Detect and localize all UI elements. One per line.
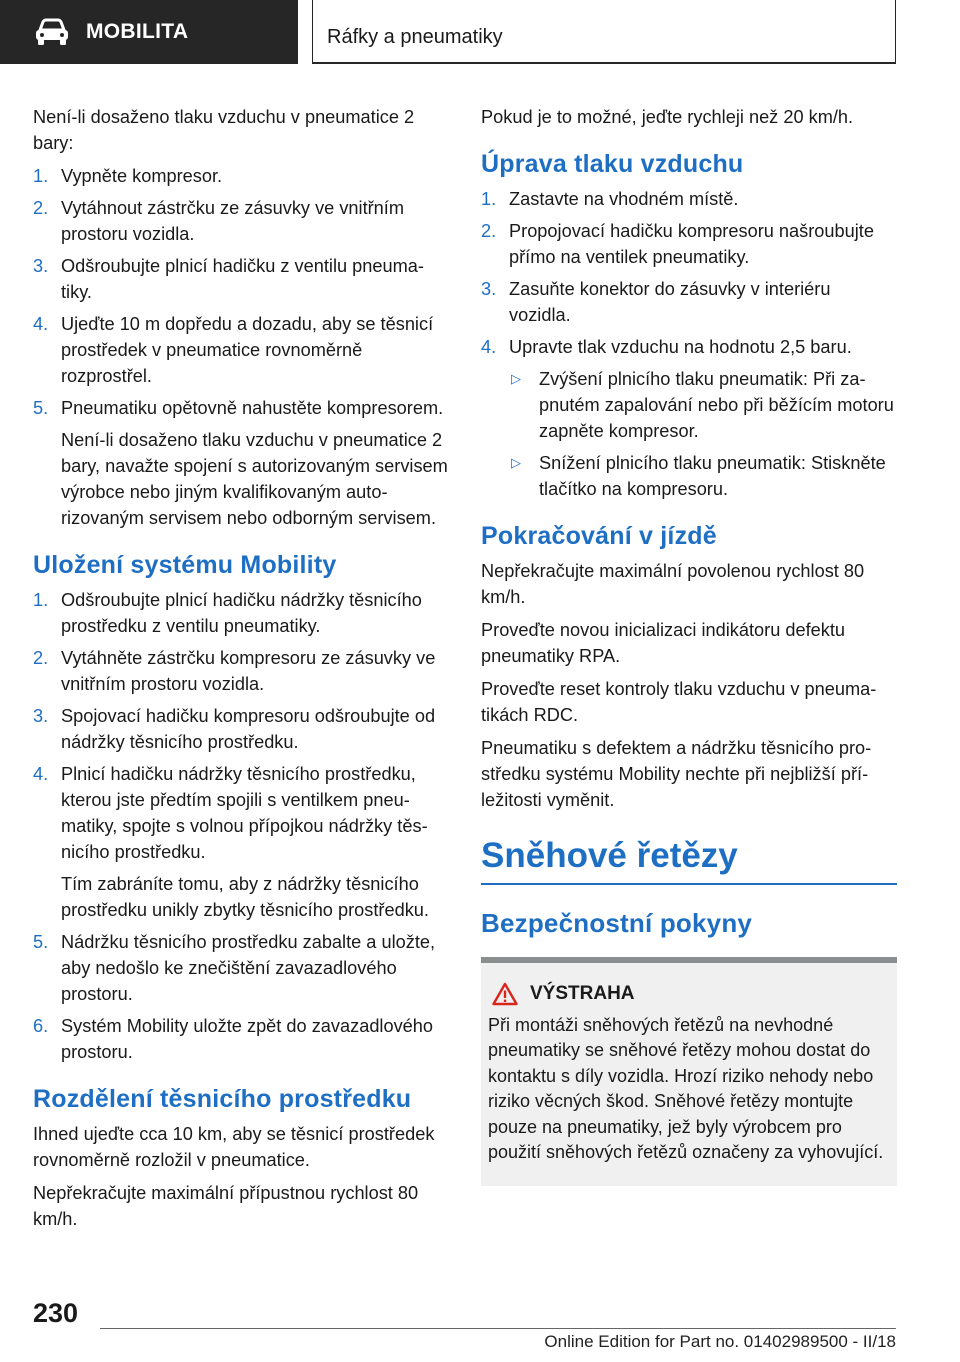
heading-snow-chains: Sněhové řetězy	[481, 835, 897, 885]
heading-distribution: Rozdělení těsnicího prostředku	[33, 1085, 412, 1113]
paragraph: Ihned ujeďte cca 10 km, aby se těsnicí prostředek rovnoměrně rozložil v pneumatice.	[33, 1124, 435, 1170]
list-item: 3. Zasuňte konektor do zásuvky v interiéru vozidla.	[481, 279, 831, 325]
list-item: 4. Ujeďte 10 m dopředu a dozadu, aby se těsnicí prostředek v pneumatice rovnoměrně rozprostřel.	[33, 314, 434, 386]
paragraph: Proveďte novou inicializaci indikátoru defektu pneumatiky RPA.	[481, 620, 846, 666]
list-item: 5. Pneumatiku opětovně nahustěte kompresorem. Není-li dosaženo tlaku vzduchu v pneumatice 2 bary, navažte spojení s autorizovaným servisem výrobce nebo jiným kvalifikovaným autorizovaným servisem nebo odborným servisem.	[33, 395, 448, 531]
heading-storage: Uložení systému Mobility	[33, 551, 337, 579]
warning-header	[488, 981, 889, 1007]
warning-triangle-icon	[492, 982, 518, 1006]
paragraph: Nepřekračujte maximální přípustnou rychlost 80 km/h.	[33, 1183, 419, 1229]
warning-text: Při montáži sněhových řetězů na nevhodné pneumatiky se sněhové řetězy mohou dostat do kontaktu s díly vozidla. Hrozí riziko nehody nebo riziko věcných škod. Sněhové řetězy montujte pouze na pneumatiky, jež byly výrobcem pro použití sněhových řetězů označeny za vyhovující.	[488, 1014, 884, 1162]
heading-adjust: Úprava tlaku vzduchu	[481, 150, 744, 178]
list-item: 3. Odšroubujte plnicí hadičku z ventilu pneumatiky.	[33, 256, 424, 302]
heading-continue: Pokračování v jízdě	[481, 522, 717, 550]
list-item: 5. Nádržku těsnicího prostředku zabalte a uložte, aby nedošlo ke znečištění zavazadlového prostoru.	[33, 932, 436, 1004]
warning-title: VÝSTRAHA	[530, 983, 635, 1004]
bullet-item: ▷ Snížení plnicího tlaku pneumatik: Stiskněte tlačítko na kompresoru.	[509, 450, 897, 502]
warning-box	[481, 957, 897, 1186]
heading-safety: Bezpečnostní pokyny	[481, 908, 753, 938]
list-item: 4. Plnicí hadičku nádržky těsnicího prostředku, kterou jste předtím spojili s ventilkem pneumatiky, spojte s volnou přípojkou nádržky těsnicího prostředku. Tím zabráníte tomu, aby z nádržky těsnicího prostředku unikly zbytky těsnicího prostředku.	[33, 761, 448, 923]
steps-list-storage	[33, 587, 448, 1065]
edition-note: Online Edition for Part no. 01402989500 - II/18	[544, 1332, 896, 1351]
bullet-item: ▷ Zvýšení plnicího tlaku pneumatik: Při zapnutém zapalování nebo při běžícím motoru zapněte kompresor.	[509, 366, 897, 444]
car-icon	[34, 18, 70, 46]
paragraph: Pokud je to možné, jeďte rychleji než 20 km/h.	[481, 107, 854, 127]
list-item: 2. Vytáhněte zástrčku kompresoru ze zásuvky ve vnitřním prostoru vozidla.	[33, 648, 436, 694]
triangle-bullet-icon: ▷	[511, 371, 521, 386]
paragraph: Nepřekračujte maximální povolenou rychlost 80 km/h.	[481, 561, 865, 607]
chapter-tab	[312, 0, 896, 64]
list-item: 6. Systém Mobility uložte zpět do zavazadlového prostoru.	[33, 1016, 434, 1062]
page-header	[0, 0, 960, 66]
list-item: 1. Vypněte kompresor.	[33, 166, 223, 186]
paragraph: Proveďte reset kontroly tlaku vzduchu v pneumatikách RDC.	[481, 679, 877, 725]
right-column	[481, 104, 897, 1186]
list-item: 1. Odšroubujte plnicí hadičku nádržky těsnicího prostředku z ventilu pneumatiky.	[33, 590, 422, 636]
triangle-bullet-icon: ▷	[511, 455, 521, 470]
steps-list-pressure	[33, 163, 448, 531]
section-tab	[0, 0, 298, 64]
section-title: MOBILITA	[86, 20, 189, 43]
footer-divider	[100, 1328, 896, 1329]
list-item: 2. Propojovací hadičku kompresoru našroubujte přímo na ventilek pneumatiky.	[481, 221, 874, 267]
intro-paragraph: Není-li dosaženo tlaku vzduchu v pneumatice 2 bary:	[33, 107, 415, 153]
list-item: 1. Zastavte na vhodném místě.	[481, 189, 739, 209]
step-note: Tím zabráníte tomu, aby z nádržky těsnicího prostředku unikly zbytky těsnicího prostředku.	[61, 874, 429, 920]
bullet-list	[509, 366, 897, 502]
steps-list-adjust	[481, 186, 897, 502]
page-number: 230	[33, 1298, 79, 1328]
step-note: Není-li dosaženo tlaku vzduchu v pneumatice 2 bary, navažte spojení s autorizovaným servisem výrobce nebo jiným kvalifikovaným autorizovaným servisem nebo odborným servisem.	[61, 430, 448, 528]
paragraph: Pneumatiku s defektem a nádržku těsnicího prostředku systému Mobility nechte při nejbližší příležitosti vyměnit.	[481, 738, 872, 810]
chapter-title: Ráfky a pneumatiky	[327, 26, 503, 48]
list-item: 3. Spojovací hadičku kompresoru odšroubujte od nádržky těsnicího prostředku.	[33, 706, 436, 752]
list-item: 2. Vytáhnout zástrčku ze zásuvky ve vnitřním prostoru vozidla.	[33, 198, 405, 244]
left-column	[33, 104, 448, 1239]
list-item: 4. Upravte tlak vzduchu na hodnotu 2,5 baru. ▷ Zvýšení plnicího tlaku pneumatik: Při zapnutém zapalování nebo při běžícím motoru zapněte kompresor. ▷ Snížení plnicího tlaku pneumatik: Stiskněte tlačítko na kompresoru.	[481, 334, 897, 502]
